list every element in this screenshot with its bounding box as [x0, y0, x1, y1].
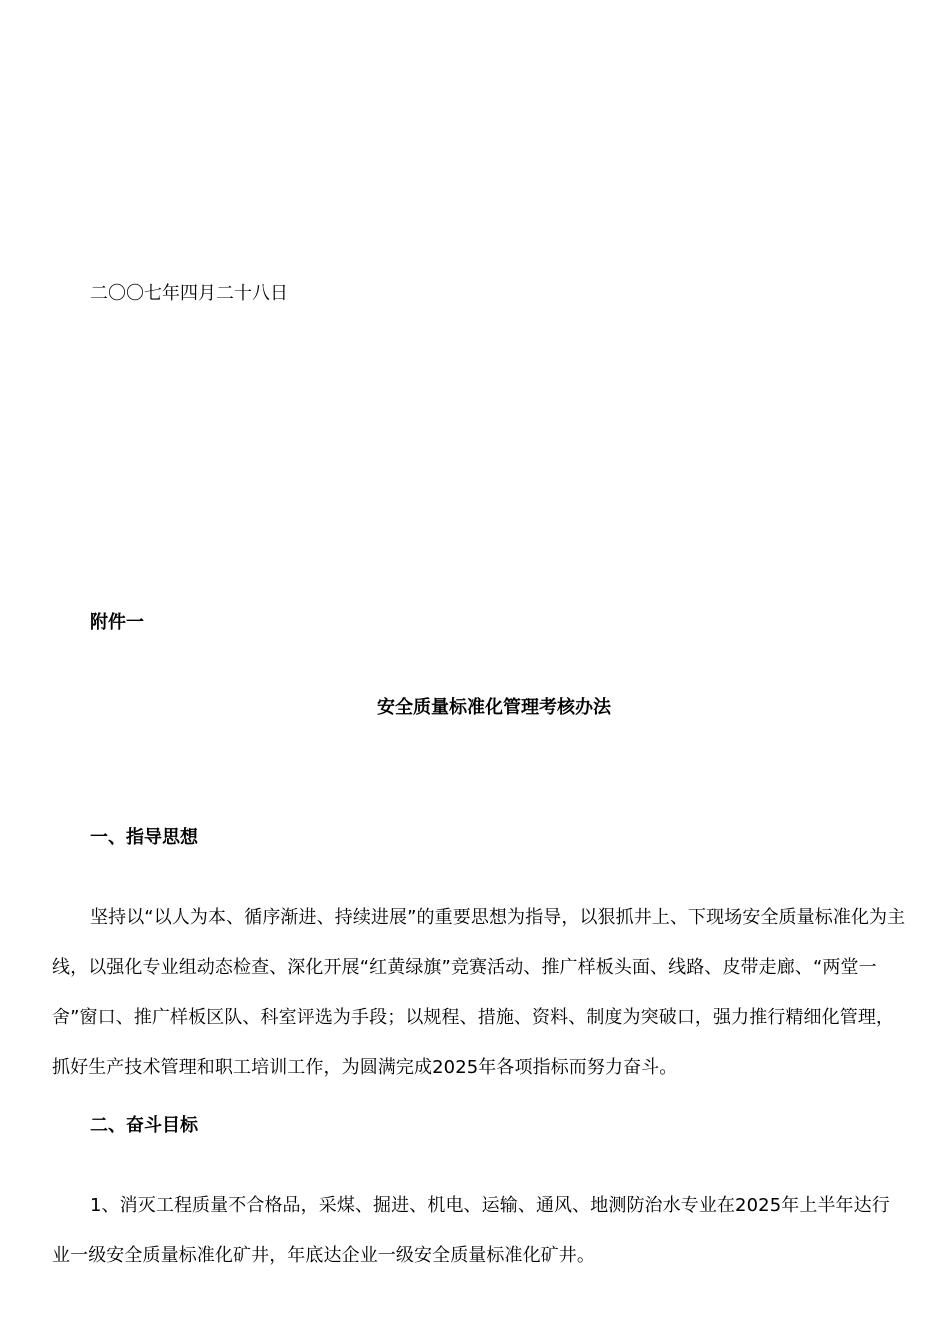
section-heading-guiding-ideology: 一、指导思想 — [90, 827, 198, 848]
document-date: 二〇〇七年四月二十八日 — [90, 283, 288, 304]
section-paragraph-guiding-ideology: 坚持以“以人为本、循序渐进、持续进展”的重要思想为指导，以狠抓井上、下现场安全质量标准化为主线，以强化专业组动态检查、深化开展“红黄绿旗”竞赛活动、推广样板头面、线路、皮带走廊、“两堂一舍”窗口、推广样板区队、科室评选为手段；以规程、措施、资料、制度为突破口，强力推行精细化管理，抓好生产技术管理和职工培训工作，为圆满完成2025年各项指标而努力奋斗。 — [52, 907, 906, 1078]
document-title: 安全质量标准化管理考核办法 — [377, 697, 611, 718]
attachment-label: 附件一 — [90, 612, 144, 633]
section-paragraph-goals: 1、消灭工程质量不合格品，采煤、掘进、机电、运输、通风、地测防治水专业在2025年上半年达行业一级安全质量标准化矿井，年底达企业一级安全质量标准化矿井。 — [52, 1195, 890, 1266]
section-heading-goals: 二、奋斗目标 — [90, 1115, 198, 1136]
